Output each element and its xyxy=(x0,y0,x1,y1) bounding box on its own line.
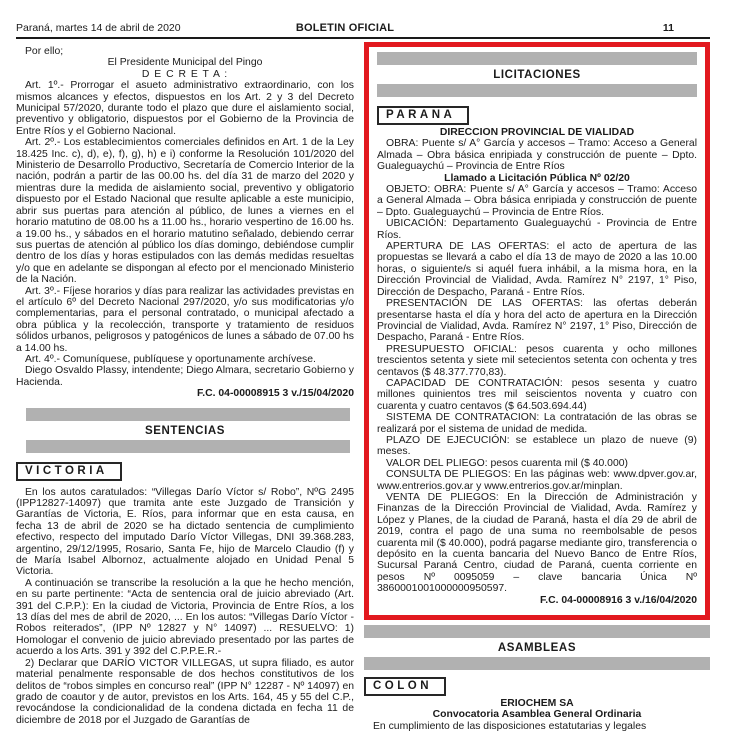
page-number: 11 xyxy=(662,22,674,34)
por-ello-line: Por ello; xyxy=(25,46,64,57)
decree-article-3: Art. 3º.- Fíjese horarios y días para realizar las actividades previstas en el artículo 6º del Decreto Nacional 297/2020, y/o sus modificatorias y/o complementarias, para el personal contratado, o municipal afectado a obra pública y la recolección, transporte y tratamiento de residuos sólidos urbanos, peligrosos y patogénicos de lunes a sábado de 07.00 hs a 14.00 hs. xyxy=(16,285,354,354)
gray-bar xyxy=(26,440,350,453)
licitacion-item-plazo: PLAZO DE EJECUCIÓN: se establece un plazo de nueve (9) meses. xyxy=(377,434,697,458)
sentencia-paragraph: En los autos caratulados: “Villegas Darío Víctor s/ Robo”, NºG 2495 (IPP12827-14097) que tramita ante este Juzgado de Transición y Garantías de Victoria, E. Ríos, para informar que en esta causa, en fecha 13 de abril de 2020 se ha dictado sentencia de cumplimiento efectivo, respecto del imputado Darío Víctor Villegas, DNI 39.368.283, argentino, 29/12/1995, Rosario, Santa Fe, hijo de Marcelo Claudio (f) y de María Isabel Albornoz, actualmente alojado en Unidad Penal 5 Victoria. xyxy=(16,486,354,578)
filing-code-licitacion: F.C. 04-00008916 3 v./16/04/2020 xyxy=(540,594,697,606)
gray-bar xyxy=(26,408,350,421)
licitacion-item-consulta: CONSULTA DE PLIEGOS: En las páginas web: www.dpver.gov.ar, www.entrerios.gov.ar y www.entrerios.gov.ar/minplan. xyxy=(377,469,697,492)
section-title-sentencias: SENTENCIAS xyxy=(144,424,226,437)
decree-article-2: Art. 2º.- Los establecimientos comerciales definidos en Art. 1 de la Ley 18.425 Inc. c), d), e), f), g), h) e i) conforme la Resolución 101/2020 del Ministerio de Desarrollo Productivo, Secretaría de Comercio Interior de la nación, podrán a partir de las 00.00 hs. del día 31 de marzo del 2020 y mientras dure la medida de aislamiento social, preventivo y obligatorio dispuesto por el Estado Nacional que resulte aplicable a este municipio, abrir sus puertas para atención al público, de lunes a viernes en el horario matutino de 08.00 hs a 11.00 hs., horario vespertino de 16.00 hs. a 19.00 hs., y sábados en el horario matutino señalado, debiendo cerrar sus puertas de atención al público los días domingo, debiéndose cumplir dentro de los días y horas estipulados con las demás medidas resueltas y/o que en adelante se dispongan al efecto por el mencionado Ministerio de la Nación. xyxy=(16,137,354,286)
assembly-subtitle: Convocatoria Asamblea General Ordinaria xyxy=(432,709,642,721)
licitacion-item-sistema: SISTEMA DE CONTRATACION: La contratación de las obras se realizará por el sistema de unidad de medida. xyxy=(377,412,697,435)
call-title: Llamado a Licitación Pública Nº 02/20 xyxy=(444,172,630,184)
company-name: ERIOCHEM SA xyxy=(500,698,574,709)
header-title: BOLETIN OFICIAL xyxy=(295,22,395,34)
licitacion-item-presupuesto: PRESUPUESTO OFICIAL: pesos cuarenta y ocho millones trescientos setenta y siete mil setecientos setenta con ochenta y tres centavos ($ 48.377.770,83). xyxy=(377,343,697,378)
decree-article-1: Art. 1º.- Prorrogar el asueto administrativo extraordinario, con los mismos alcances y efectos, dispuestos en los Art. 2 y 3 del Decreto Municipal 57/2020, durante todo el plazo que dure el aislamiento social, preventivo y obligatorio, dispuestos por el Gobierno de la Provincia de Entre Ríos y el Gobierno Nacional. xyxy=(16,80,354,137)
sentencia-paragraph: 2) Declarar que DARÍO VICTOR VILLEGAS, ut supra filiado, es autor material penalmente responsable de dos hechos constitutivos de los delitos de “robos simples en concurso real” (IPP N° 12287 - Nº 14097) en grado de coautor y de autor, previstos en los Arts. 164, 45 y 55 del C.P., revocándose la condicionalidad de la condena dictada en fecha 11 de diciembre de 2018 por el Juzgado de Garantías de xyxy=(16,657,354,726)
highlight-red-box xyxy=(364,42,710,620)
asambleas-section xyxy=(364,625,710,732)
organization-name: DIRECCION PROVINCIAL DE VIALIDAD xyxy=(439,127,635,138)
obra-paragraph: OBRA: Puente s/ A° García y accesos – Tramo: Acceso a General Almada – Obra básica enripiada y construcción de puente – Dpto. Gualeguaychú – Provincia de Entre Ríos xyxy=(377,138,697,173)
gray-bar xyxy=(377,84,697,97)
licitacion-item-ubicacion: UBICACIÓN: Departamento Gualeguaychú - Provincia de Entre Ríos. xyxy=(377,218,697,241)
licitacion-item-apertura: APERTURA DE LAS OFERTAS: el acto de apertura de las propuestas se llevará a cabo el día 13 de mayo de 2020 a las 10.00 horas, o siguiente/s si aquél fuera inhábil, a la misma hora, en la Dirección Provincial de Vialidad, Avda. Ramírez N° 2197, 1° Piso, Dirección de Despacho, Paraná - Entre Ríos. xyxy=(377,241,697,298)
gray-bar xyxy=(377,52,697,65)
city-box-colon: COLON xyxy=(364,677,446,696)
filing-code-decree: F.C. 04-00008915 3 v./15/04/2020 xyxy=(197,388,354,400)
gray-bar xyxy=(364,657,710,670)
city-box-victoria: VICTORIA xyxy=(16,462,122,481)
gray-bar xyxy=(364,625,710,638)
left-column xyxy=(16,46,354,726)
section-title-licitaciones: LICITACIONES xyxy=(493,69,581,81)
page-header xyxy=(16,22,710,39)
decree-article-4: Art. 4º.- Comuníquese, publíquese y oportunamente archívese. xyxy=(25,353,316,365)
section-header-sentencias xyxy=(16,408,354,453)
licitacion-item-presentacion: PRESENTACIÓN DE LAS OFERTAS: las ofertas deberán presentarse hasta el día y hora del acto de apertura en la Dirección Provincial de Vialidad, Avda. Ramírez N° 2197, 1° Piso, Dirección de Despacho, Paraná - Entre Ríos. xyxy=(377,298,697,344)
licitacion-item-capacidad: CAPACIDAD DE CONTRATACIÓN: pesos sesenta y cuatro millones quinientos tres mil seiscientos noventa y cuatro con cuarenta y cuatro centavos ($ 64.503.694.44) xyxy=(377,377,697,412)
header-date: Paraná, martes 14 de abril de 2020 xyxy=(16,22,181,34)
authority-line: El Presidente Municipal del Pingo xyxy=(107,57,263,69)
right-column xyxy=(364,42,710,732)
assembly-body: En cumplimiento de las disposiciones estatutarias y legales xyxy=(373,720,647,732)
decreta-heading: D E C R E T A : xyxy=(141,68,229,80)
licitacion-item-objeto: OBJETO: OBRA: Puente s/ A° García y accesos – Tramo: Acceso a General Almada – Obra básica enripiada y construcción de puente – Dpto. Gualeguaychú – Provincia de Entre Ríos. xyxy=(377,184,697,218)
section-header-licitaciones xyxy=(377,52,697,97)
signature-line: Diego Osvaldo Plassy, intendente; Diego Almara, secretario Gobierno y Hacienda. xyxy=(16,365,354,388)
licitacion-item-venta: VENTA DE PLIEGOS: En la Dirección de Administración y Finanzas de la Dirección Provincial de Vialidad, Avda. Ramírez y López y Planes, de la ciudad de Paraná, hasta el día 29 de abril de 2019, contra el pago de una suma no reembolsable de pesos cuarenta mil ($ 40.000), podrá pagarse mediante giro, transferencia o depósito en la cuenta bancaria del Nuevo Banco de Entre Ríos, Sucursal Paraná Centro, ciudad de Paraná, cuenta corriente en pesos Nº 0095059 – clave bancaria Única Nº 3860001001000000950597. xyxy=(377,492,697,595)
sentencia-paragraph: A continuación se transcribe la resolución a la que he hecho mención, en su parte pertinente: “Acta de sentencia oral de juicio abreviado (Art. 391 del C.P.P.): En la ciudad de Victoria, Provincia de Entre Ríos, a los 13 días del mes de abril de 2020, ... En los autos: “Villegas Darío Víctor - Robos reiterados”, (IPP Nº 12827 y N° 14097) ... RESUELVO: 1) Homologar el convenio de juicio abreviado presentado por las partes de acuerdo a los Arts. 391 y 392 del C.P.P.E.R.- xyxy=(16,577,354,658)
city-box-parana: PARANA xyxy=(377,106,469,125)
section-title-asambleas: ASAMBLEAS xyxy=(497,642,577,654)
licitacion-item-valor: VALOR DEL PLIEGO: pesos cuarenta mil ($ 40.000) xyxy=(386,457,628,469)
section-header-asambleas xyxy=(364,625,710,670)
